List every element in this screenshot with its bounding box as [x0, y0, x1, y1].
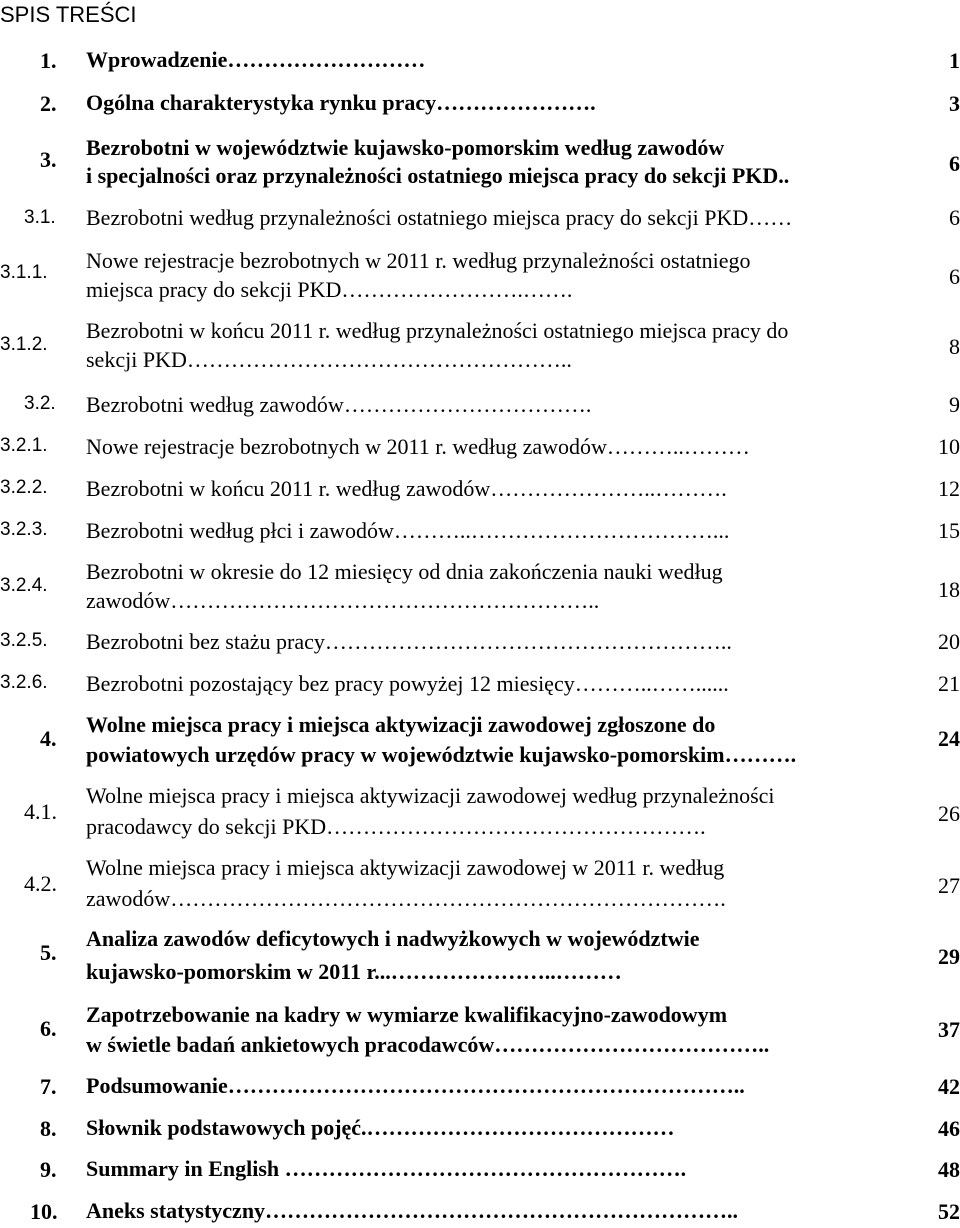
toc-page: 6 — [949, 151, 960, 176]
toc-text-line-2: powiatowych urzędów pracy w województwie kujawsko-pomorskim………. — [86, 742, 797, 767]
toc-number: 4.1. — [24, 799, 57, 824]
toc-entry-3-2-4[interactable] — [0, 557, 960, 619]
toc-page: 37 — [938, 1017, 960, 1042]
toc-number: 8. — [40, 1116, 57, 1141]
toc-entry-3-2-6[interactable] — [0, 669, 960, 699]
toc-page: 26 — [938, 801, 960, 826]
toc-text: Wprowadzenie……………………… — [86, 47, 426, 72]
toc-page: 3 — [949, 91, 960, 116]
toc-text: Słownik podstawowych pojęć.…………………………………… — [86, 1115, 675, 1140]
toc-text-line-1: Nowe rejestracje bezrobotnych w 2011 r. według przynależności ostatniego — [86, 248, 751, 273]
toc-text: Summary in English ………………………………………………. — [86, 1156, 687, 1181]
toc-entry-2[interactable] — [0, 91, 960, 121]
toc-number: 3.2.1. — [0, 435, 48, 456]
toc-text-line-2: pracodawcy do sekcji PKD……………………………………………. — [86, 814, 706, 839]
toc-text-line-1: Wolne miejsca pracy i miejsca aktywizacji zawodowej zgłoszone do — [86, 712, 716, 737]
toc-page: 8 — [949, 334, 960, 359]
toc-entry-1[interactable] — [0, 48, 960, 78]
toc-entry-4-2[interactable] — [0, 853, 960, 915]
toc-page: 42 — [938, 1074, 960, 1099]
toc-entry-8[interactable] — [0, 1116, 960, 1146]
toc-number: 10. — [30, 1199, 58, 1224]
toc-number: 3.1.2. — [0, 334, 48, 355]
toc-text-line-2: zawodów………………………………………………….. — [86, 588, 600, 613]
toc-entry-5[interactable] — [0, 924, 960, 986]
toc-title: SPIS TREŚCI — [0, 2, 137, 27]
toc-page: 21 — [938, 671, 960, 696]
toc-page: 24 — [938, 726, 960, 751]
toc-number: 3.1. — [24, 207, 56, 228]
toc-entry-3-2-5[interactable] — [0, 627, 960, 657]
toc-text: Ogólna charakterystyka rynku pracy…………………. — [86, 90, 596, 115]
toc-entry-3-2-1[interactable] — [0, 432, 960, 462]
toc-text-line-2: zawodów…………………………………………………………………. — [86, 886, 726, 911]
toc-text-line-2: i specjalności oraz przynależności ostatniego miejsca pracy do sekcji PKD.. — [86, 163, 790, 188]
toc-text: Aneks statystyczny……………………………………………………….. — [86, 1198, 739, 1223]
toc-entry-3-1-2[interactable] — [0, 316, 960, 378]
toc-text: Bezrobotni bez stażu pracy……………………………………………….. — [86, 629, 732, 654]
toc-number: 3. — [40, 147, 57, 172]
toc-text-line-1: Wolne miejsca pracy i miejsca aktywizacji zawodowej w 2011 r. według — [86, 855, 725, 880]
toc-page: 29 — [938, 944, 960, 969]
toc-number: 6. — [40, 1016, 57, 1041]
toc-page: 52 — [938, 1199, 960, 1224]
toc-number: 3.1.1. — [0, 262, 48, 283]
toc-number: 4.2. — [24, 871, 57, 896]
toc-entry-9[interactable] — [0, 1157, 960, 1187]
toc-page: 20 — [938, 629, 960, 654]
toc-text: Nowe rejestracje bezrobotnych w 2011 r. według zawodów………..……… — [86, 434, 750, 459]
toc-page: 10 — [938, 434, 960, 459]
toc-page: 6 — [949, 205, 960, 230]
toc-text-line-1: Bezrobotni w okresie do 12 miesięcy od dnia zakończenia nauki według — [86, 559, 723, 584]
toc-entry-3[interactable] — [0, 133, 960, 195]
toc-text-line-2: miejsca pracy do sekcji PKD…………………….……. — [86, 277, 573, 302]
toc-text-line-1: Bezrobotni w końcu 2011 r. według przynależności ostatniego miejsca pracy do — [86, 318, 789, 343]
toc-entry-10[interactable] — [0, 1199, 960, 1227]
toc-page: 18 — [938, 577, 960, 602]
toc-entry-3-2-2[interactable] — [0, 474, 960, 504]
toc-entry-4-1[interactable] — [0, 781, 960, 843]
toc-entry-3-2-3[interactable] — [0, 516, 960, 546]
toc-number: 3.2.3. — [0, 519, 48, 540]
toc-number: 4. — [40, 726, 57, 751]
toc-text-line-2: kujawsko-pomorskim w 2011 r...…………………..……… — [86, 959, 622, 984]
toc-text-line-1: Wolne miejsca pracy i miejsca aktywizacji zawodowej według przynależności — [86, 783, 775, 808]
toc-number: 9. — [40, 1157, 57, 1182]
toc-number: 1. — [40, 48, 57, 73]
toc-text-line-1: Analiza zawodów deficytowych i nadwyżkowych w województwie — [86, 926, 700, 951]
toc-entry-3-1[interactable] — [0, 205, 960, 235]
toc-text: Podsumowanie…………………………………………………………….. — [86, 1073, 745, 1098]
toc-entry-3-1-1[interactable] — [0, 246, 960, 308]
toc-number: 3.2. — [24, 393, 56, 414]
toc-entry-6[interactable] — [0, 1000, 960, 1062]
toc-page: 27 — [938, 873, 960, 898]
toc-number: 5. — [40, 940, 57, 965]
toc-number: 3.2.4. — [0, 575, 48, 596]
toc-page: 48 — [938, 1157, 960, 1182]
toc-number: 2. — [40, 91, 57, 116]
toc-entry-4[interactable] — [0, 710, 960, 772]
toc-page: 46 — [938, 1116, 960, 1141]
toc-text-line-2: w świetle badań ankietowych pracodawców……………………………….. — [86, 1032, 770, 1057]
toc-number: 7. — [40, 1074, 57, 1099]
toc-text: Bezrobotni według przynależności ostatniego miejsca pracy do sekcji PKD…… — [86, 205, 793, 230]
toc-number: 3.2.6. — [0, 672, 48, 693]
toc-text: Bezrobotni pozostający bez pracy powyżej 12 miesięcy………..……...... — [86, 671, 729, 696]
toc-text-line-2: sekcji PKD…………………………………………….. — [86, 347, 572, 372]
toc-text: Bezrobotni w końcu 2011 r. według zawodów…………………..………. — [86, 476, 727, 501]
toc-text: Bezrobotni według zawodów……………………………. — [86, 392, 592, 417]
toc-text: Bezrobotni według płci i zawodów………..……………………………... — [86, 518, 730, 543]
toc-number: 3.2.2. — [0, 477, 48, 498]
toc-page: 15 — [938, 518, 960, 543]
toc-page: 1 — [949, 48, 960, 73]
toc-entry-3-2[interactable] — [0, 390, 960, 420]
toc-number: 3.2.5. — [0, 630, 48, 651]
toc-text-line-1: Zapotrzebowanie na kadry w wymiarze kwalifikacyjno-zawodowym — [86, 1002, 728, 1027]
toc-entry-7[interactable] — [0, 1074, 960, 1104]
toc-page: 6 — [949, 264, 960, 289]
toc-text-line-1: Bezrobotni w województwie kujawsko-pomorskim według zawodów — [86, 135, 725, 160]
toc-page: 12 — [938, 476, 960, 501]
toc-page: 9 — [949, 392, 960, 417]
